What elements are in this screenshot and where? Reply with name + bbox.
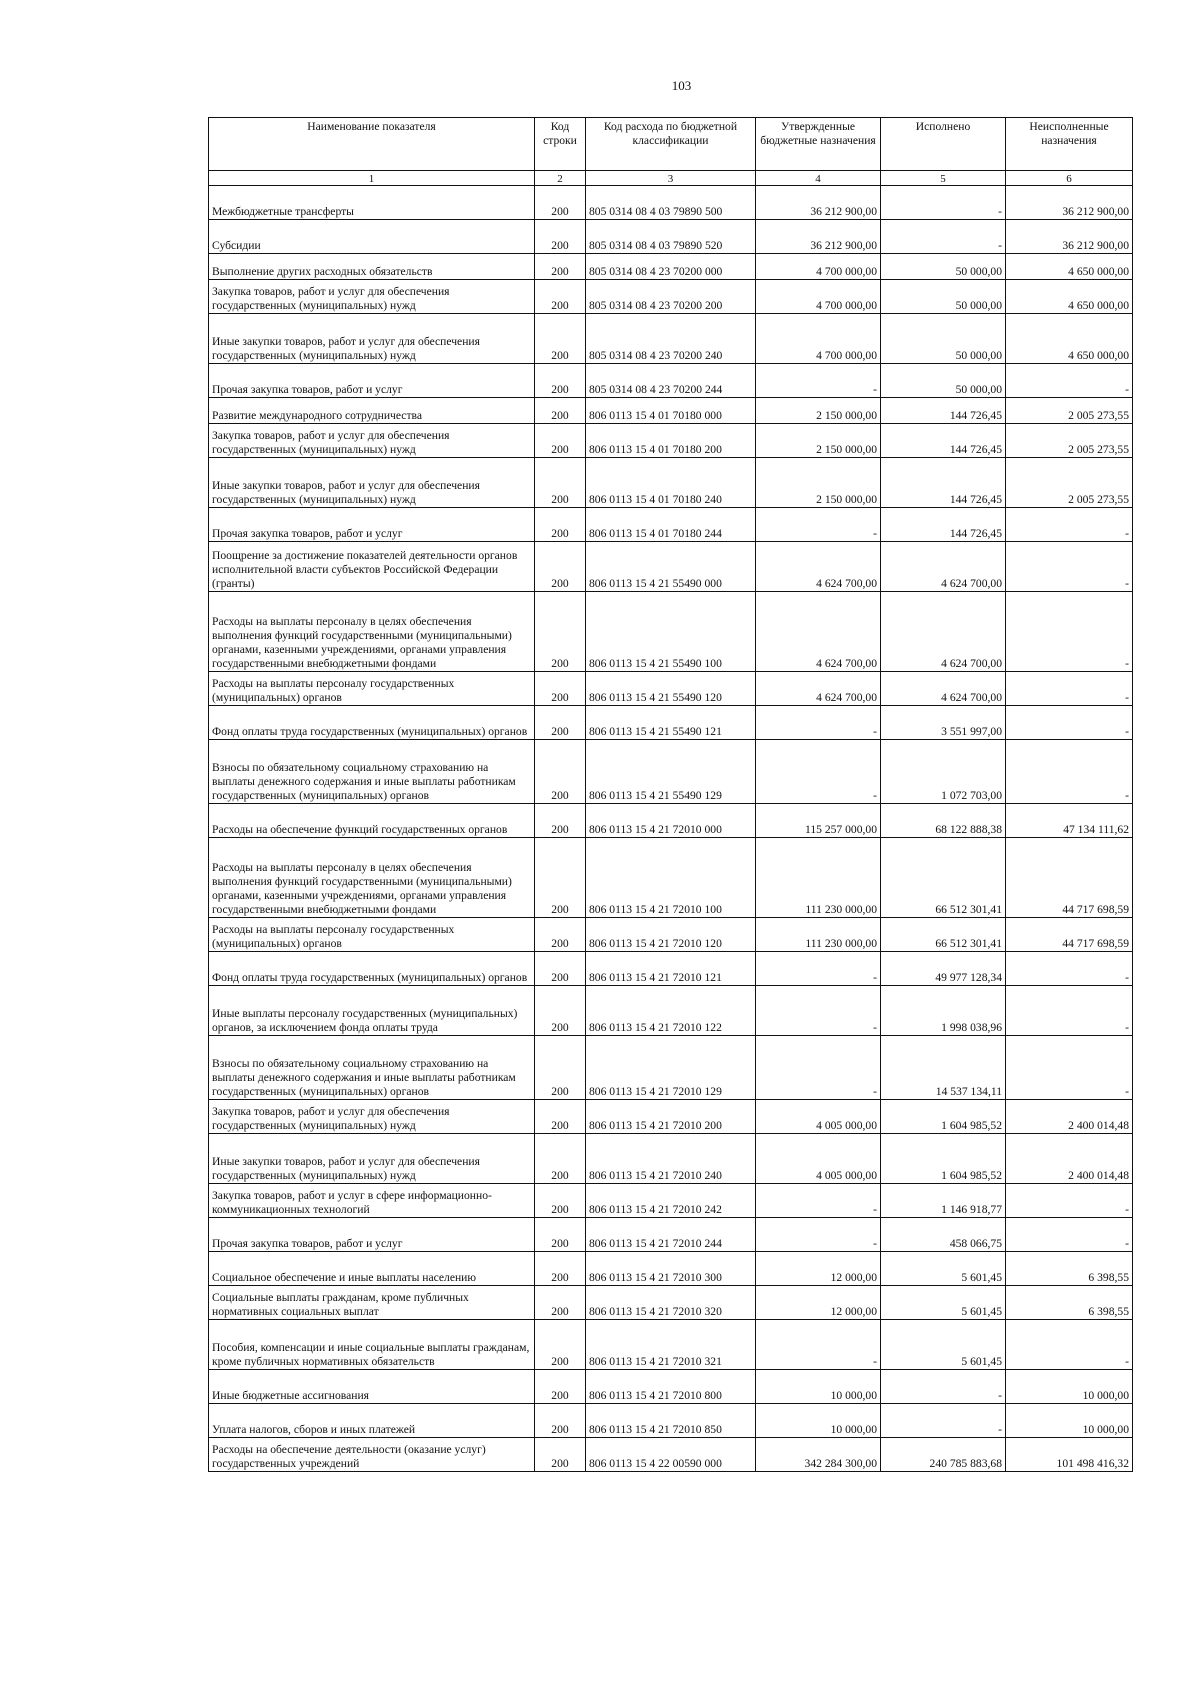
line-code-cell: 200 [535, 398, 586, 424]
budget-code-cell: 806 0113 15 4 21 72010 129 [586, 1036, 756, 1100]
unexecuted-amount-cell: - [1006, 952, 1133, 986]
line-code-cell: 200 [535, 542, 586, 592]
unexecuted-amount-cell: - [1006, 1036, 1133, 1100]
indicator-name-cell: Выполнение других расходных обязательств [209, 254, 535, 280]
line-code-cell: 200 [535, 592, 586, 672]
budget-code-cell: 806 0113 15 4 21 72010 100 [586, 838, 756, 918]
executed-amount-cell: 1 072 703,00 [881, 740, 1006, 804]
indicator-name-cell: Закупка товаров, работ и услуг для обеспечения государственных (муниципальных) нужд [209, 424, 535, 458]
unexecuted-amount-cell: - [1006, 1320, 1133, 1370]
line-code-cell: 200 [535, 254, 586, 280]
budget-code-cell: 806 0113 15 4 21 72010 122 [586, 986, 756, 1036]
budget-code-cell: 806 0113 15 4 21 72010 240 [586, 1134, 756, 1184]
indicator-name-cell: Закупка товаров, работ и услуг для обеспечения государственных (муниципальных) нужд [209, 1100, 535, 1134]
approved-amount-cell: 12 000,00 [756, 1252, 881, 1286]
indicator-name-cell: Закупка товаров, работ и услуг для обеспечения государственных (муниципальных) нужд [209, 280, 535, 314]
budget-code-cell: 806 0113 15 4 01 70180 240 [586, 458, 756, 508]
line-code-cell: 200 [535, 220, 586, 254]
budget-code-cell: 806 0113 15 4 21 72010 244 [586, 1218, 756, 1252]
approved-amount-cell: - [756, 364, 881, 398]
unexecuted-amount-cell: 36 212 900,00 [1006, 186, 1133, 220]
approved-amount-cell: 342 284 300,00 [756, 1438, 881, 1472]
approved-amount-cell: - [756, 952, 881, 986]
executed-amount-cell: 5 601,45 [881, 1252, 1006, 1286]
indicator-name-cell: Субсидии [209, 220, 535, 254]
approved-amount-cell: 36 212 900,00 [756, 220, 881, 254]
table-row [209, 364, 1133, 398]
budget-code-cell: 806 0113 15 4 21 72010 120 [586, 918, 756, 952]
line-code-cell: 200 [535, 1218, 586, 1252]
budget-execution-table [208, 117, 1133, 1472]
table-row [209, 1036, 1133, 1100]
line-code-cell: 200 [535, 314, 586, 364]
line-code-cell: 200 [535, 508, 586, 542]
indicator-name-cell: Расходы на выплаты персоналу государственных (муниципальных) органов [209, 918, 535, 952]
column-number: 2 [535, 171, 586, 186]
line-code-cell: 200 [535, 1320, 586, 1370]
executed-amount-cell: 4 624 700,00 [881, 542, 1006, 592]
header-unexecuted: Неисполненные назначения [1006, 118, 1133, 171]
budget-code-cell: 805 0314 08 4 23 70200 244 [586, 364, 756, 398]
table-row [209, 254, 1133, 280]
executed-amount-cell: 50 000,00 [881, 364, 1006, 398]
budget-code-cell: 806 0113 15 4 21 72010 320 [586, 1286, 756, 1320]
budget-code-cell: 806 0113 15 4 21 55490 000 [586, 542, 756, 592]
header-indicator-name: Наименование показателя [209, 118, 535, 171]
approved-amount-cell: 4 624 700,00 [756, 592, 881, 672]
table-row [209, 220, 1133, 254]
table-row [209, 1370, 1133, 1404]
executed-amount-cell: 49 977 128,34 [881, 952, 1006, 986]
executed-amount-cell: 66 512 301,41 [881, 918, 1006, 952]
table-row [209, 542, 1133, 592]
approved-amount-cell: - [756, 740, 881, 804]
budget-code-cell: 806 0113 15 4 21 72010 121 [586, 952, 756, 986]
indicator-name-cell: Закупка товаров, работ и услуг в сфере информационно-коммуникационных технологий [209, 1184, 535, 1218]
table-row [209, 186, 1133, 220]
indicator-name-cell: Социальное обеспечение и иные выплаты населению [209, 1252, 535, 1286]
column-number: 6 [1006, 171, 1133, 186]
executed-amount-cell: 458 066,75 [881, 1218, 1006, 1252]
line-code-cell: 200 [535, 424, 586, 458]
unexecuted-amount-cell: 36 212 900,00 [1006, 220, 1133, 254]
executed-amount-cell: 144 726,45 [881, 508, 1006, 542]
table-row [209, 1438, 1133, 1472]
table-row [209, 1134, 1133, 1184]
unexecuted-amount-cell: 10 000,00 [1006, 1404, 1133, 1438]
header-line-code: Код строки [535, 118, 586, 171]
header-approved: Утвержденные бюджетные назначения [756, 118, 881, 171]
executed-amount-cell: 240 785 883,68 [881, 1438, 1006, 1472]
line-code-cell: 200 [535, 804, 586, 838]
table-row [209, 1320, 1133, 1370]
executed-amount-cell: 5 601,45 [881, 1286, 1006, 1320]
line-code-cell: 200 [535, 1286, 586, 1320]
line-code-cell: 200 [535, 186, 586, 220]
executed-amount-cell: 50 000,00 [881, 280, 1006, 314]
executed-amount-cell: - [881, 220, 1006, 254]
table-row [209, 1218, 1133, 1252]
approved-amount-cell: 36 212 900,00 [756, 186, 881, 220]
executed-amount-cell: 144 726,45 [881, 424, 1006, 458]
unexecuted-amount-cell: - [1006, 740, 1133, 804]
line-code-cell: 200 [535, 986, 586, 1036]
approved-amount-cell: 10 000,00 [756, 1404, 881, 1438]
executed-amount-cell: 50 000,00 [881, 254, 1006, 280]
table-row [209, 458, 1133, 508]
indicator-name-cell: Прочая закупка товаров, работ и услуг [209, 364, 535, 398]
indicator-name-cell: Взносы по обязательному социальному страхованию на выплаты денежного содержания и иные выплаты работникам государственных (муниципальных) органов [209, 1036, 535, 1100]
unexecuted-amount-cell: - [1006, 986, 1133, 1036]
page-number: 103 [671, 78, 692, 93]
indicator-name-cell: Иные выплаты персоналу государственных (муниципальных) органов, за исключением фонда оплаты труда [209, 986, 535, 1036]
line-code-cell: 200 [535, 952, 586, 986]
unexecuted-amount-cell: 2 005 273,55 [1006, 424, 1133, 458]
indicator-name-cell: Развитие международного сотрудничества [209, 398, 535, 424]
unexecuted-amount-cell: - [1006, 672, 1133, 706]
indicator-name-cell: Поощрение за достижение показателей деятельности органов исполнительной власти субъектов Российской Федерации (гранты) [209, 542, 535, 592]
executed-amount-cell: - [881, 1370, 1006, 1404]
budget-code-cell: 806 0113 15 4 01 70180 200 [586, 424, 756, 458]
executed-amount-cell: 50 000,00 [881, 314, 1006, 364]
table-row [209, 1100, 1133, 1134]
unexecuted-amount-cell: 4 650 000,00 [1006, 254, 1133, 280]
line-code-cell: 200 [535, 706, 586, 740]
table-row [209, 508, 1133, 542]
table-row [209, 1286, 1133, 1320]
indicator-name-cell: Иные закупки товаров, работ и услуг для обеспечения государственных (муниципальных) нужд [209, 314, 535, 364]
table-row [209, 672, 1133, 706]
unexecuted-amount-cell: - [1006, 364, 1133, 398]
indicator-name-cell: Взносы по обязательному социальному страхованию на выплаты денежного содержания и иные выплаты работникам государственных (муниципальных) органов [209, 740, 535, 804]
line-code-cell: 200 [535, 1438, 586, 1472]
budget-code-cell: 806 0113 15 4 21 72010 200 [586, 1100, 756, 1134]
indicator-name-cell: Межбюджетные трансферты [209, 186, 535, 220]
table-header-row [209, 118, 1133, 171]
unexecuted-amount-cell: 6 398,55 [1006, 1286, 1133, 1320]
line-code-cell: 200 [535, 1404, 586, 1438]
unexecuted-amount-cell: - [1006, 1184, 1133, 1218]
approved-amount-cell: 12 000,00 [756, 1286, 881, 1320]
executed-amount-cell: 144 726,45 [881, 458, 1006, 508]
table-row [209, 706, 1133, 740]
executed-amount-cell: - [881, 1404, 1006, 1438]
indicator-name-cell: Расходы на выплаты персоналу в целях обеспечения выполнения функций государственными (муниципальными) органами, казенными учреждениями, органами управления государственными внебюджетными фондами [209, 838, 535, 918]
budget-code-cell: 805 0314 08 4 03 79890 500 [586, 186, 756, 220]
budget-code-cell: 806 0113 15 4 21 55490 129 [586, 740, 756, 804]
indicator-name-cell: Расходы на обеспечение функций государственных органов [209, 804, 535, 838]
approved-amount-cell: 115 257 000,00 [756, 804, 881, 838]
line-code-cell: 200 [535, 672, 586, 706]
approved-amount-cell: 2 150 000,00 [756, 398, 881, 424]
unexecuted-amount-cell: - [1006, 706, 1133, 740]
unexecuted-amount-cell: 2 005 273,55 [1006, 458, 1133, 508]
indicator-name-cell: Расходы на обеспечение деятельности (оказание услуг) государственных учреждений [209, 1438, 535, 1472]
indicator-name-cell: Иные бюджетные ассигнования [209, 1370, 535, 1404]
budget-code-cell: 805 0314 08 4 23 70200 200 [586, 280, 756, 314]
budget-code-cell: 806 0113 15 4 21 55490 121 [586, 706, 756, 740]
unexecuted-amount-cell: 47 134 111,62 [1006, 804, 1133, 838]
approved-amount-cell: 4 700 000,00 [756, 280, 881, 314]
table-row [209, 1184, 1133, 1218]
unexecuted-amount-cell: 2 400 014,48 [1006, 1100, 1133, 1134]
approved-amount-cell: 2 150 000,00 [756, 424, 881, 458]
budget-code-cell: 805 0314 08 4 23 70200 000 [586, 254, 756, 280]
unexecuted-amount-cell: - [1006, 1218, 1133, 1252]
indicator-name-cell: Фонд оплаты труда государственных (муниципальных) органов [209, 706, 535, 740]
executed-amount-cell: 14 537 134,11 [881, 1036, 1006, 1100]
indicator-name-cell: Иные закупки товаров, работ и услуг для обеспечения государственных (муниципальных) нужд [209, 1134, 535, 1184]
indicator-name-cell: Расходы на выплаты персоналу в целях обеспечения выполнения функций государственными (муниципальными) органами, казенными учреждениями, органами управления государственными внебюджетными фондами [209, 592, 535, 672]
budget-code-cell: 806 0113 15 4 21 72010 321 [586, 1320, 756, 1370]
executed-amount-cell: 1 604 985,52 [881, 1134, 1006, 1184]
budget-code-cell: 806 0113 15 4 21 72010 300 [586, 1252, 756, 1286]
table-row [209, 952, 1133, 986]
approved-amount-cell: 4 624 700,00 [756, 672, 881, 706]
executed-amount-cell: 1 604 985,52 [881, 1100, 1006, 1134]
indicator-name-cell: Прочая закупка товаров, работ и услуг [209, 1218, 535, 1252]
line-code-cell: 200 [535, 1134, 586, 1184]
unexecuted-amount-cell: 10 000,00 [1006, 1370, 1133, 1404]
approved-amount-cell: 4 700 000,00 [756, 314, 881, 364]
line-code-cell: 200 [535, 838, 586, 918]
budget-code-cell: 805 0314 08 4 03 79890 520 [586, 220, 756, 254]
table-row [209, 592, 1133, 672]
budget-code-cell: 806 0113 15 4 21 72010 000 [586, 804, 756, 838]
line-code-cell: 200 [535, 1252, 586, 1286]
unexecuted-amount-cell: - [1006, 592, 1133, 672]
approved-amount-cell: 4 624 700,00 [756, 542, 881, 592]
executed-amount-cell: 66 512 301,41 [881, 838, 1006, 918]
indicator-name-cell: Прочая закупка товаров, работ и услуг [209, 508, 535, 542]
unexecuted-amount-cell: - [1006, 542, 1133, 592]
approved-amount-cell: 10 000,00 [756, 1370, 881, 1404]
unexecuted-amount-cell: 44 717 698,59 [1006, 838, 1133, 918]
budget-code-cell: 805 0314 08 4 23 70200 240 [586, 314, 756, 364]
table-row [209, 398, 1133, 424]
indicator-name-cell: Расходы на выплаты персоналу государственных (муниципальных) органов [209, 672, 535, 706]
unexecuted-amount-cell: - [1006, 508, 1133, 542]
table-row [209, 424, 1133, 458]
table-body [209, 186, 1133, 1472]
budget-code-cell: 806 0113 15 4 01 70180 000 [586, 398, 756, 424]
unexecuted-amount-cell: 4 650 000,00 [1006, 314, 1133, 364]
approved-amount-cell: 111 230 000,00 [756, 838, 881, 918]
line-code-cell: 200 [535, 458, 586, 508]
indicator-name-cell: Фонд оплаты труда государственных (муниципальных) органов [209, 952, 535, 986]
approved-amount-cell: 4 700 000,00 [756, 254, 881, 280]
budget-code-cell: 806 0113 15 4 21 55490 120 [586, 672, 756, 706]
line-code-cell: 200 [535, 1036, 586, 1100]
executed-amount-cell: 68 122 888,38 [881, 804, 1006, 838]
unexecuted-amount-cell: 6 398,55 [1006, 1252, 1133, 1286]
unexecuted-amount-cell: 4 650 000,00 [1006, 280, 1133, 314]
executed-amount-cell: 5 601,45 [881, 1320, 1006, 1370]
executed-amount-cell: - [881, 186, 1006, 220]
line-code-cell: 200 [535, 364, 586, 398]
indicator-name-cell: Социальные выплаты гражданам, кроме публичных нормативных социальных выплат [209, 1286, 535, 1320]
executed-amount-cell: 4 624 700,00 [881, 592, 1006, 672]
indicator-name-cell: Пособия, компенсации и иные социальные выплаты гражданам, кроме публичных нормативных обязательств [209, 1320, 535, 1370]
executed-amount-cell: 144 726,45 [881, 398, 1006, 424]
column-number: 3 [586, 171, 756, 186]
budget-code-cell: 806 0113 15 4 01 70180 244 [586, 508, 756, 542]
approved-amount-cell: - [756, 986, 881, 1036]
approved-amount-cell: - [756, 706, 881, 740]
indicator-name-cell: Уплата налогов, сборов и иных платежей [209, 1404, 535, 1438]
column-number: 4 [756, 171, 881, 186]
column-number: 1 [209, 171, 535, 186]
header-executed: Исполнено [881, 118, 1006, 171]
header-budget-code: Код расхода по бюджетной классификации [586, 118, 756, 171]
approved-amount-cell: - [756, 1184, 881, 1218]
unexecuted-amount-cell: 44 717 698,59 [1006, 918, 1133, 952]
line-code-cell: 200 [535, 1184, 586, 1218]
indicator-name-cell: Иные закупки товаров, работ и услуг для обеспечения государственных (муниципальных) нужд [209, 458, 535, 508]
table-row [209, 740, 1133, 804]
approved-amount-cell: - [756, 1218, 881, 1252]
table-row [209, 838, 1133, 918]
executed-amount-cell: 4 624 700,00 [881, 672, 1006, 706]
table-row [209, 804, 1133, 838]
column-number: 5 [881, 171, 1006, 186]
table-row [209, 918, 1133, 952]
line-code-cell: 200 [535, 740, 586, 804]
executed-amount-cell: 1 998 038,96 [881, 986, 1006, 1036]
unexecuted-amount-cell: 2 005 273,55 [1006, 398, 1133, 424]
approved-amount-cell: 111 230 000,00 [756, 918, 881, 952]
approved-amount-cell: - [756, 1320, 881, 1370]
approved-amount-cell: 2 150 000,00 [756, 458, 881, 508]
budget-code-cell: 806 0113 15 4 21 72010 242 [586, 1184, 756, 1218]
table-row [209, 1404, 1133, 1438]
executed-amount-cell: 3 551 997,00 [881, 706, 1006, 740]
table-row [209, 986, 1133, 1036]
line-code-cell: 200 [535, 1100, 586, 1134]
approved-amount-cell: 4 005 000,00 [756, 1100, 881, 1134]
approved-amount-cell: - [756, 1036, 881, 1100]
line-code-cell: 200 [535, 1370, 586, 1404]
budget-code-cell: 806 0113 15 4 21 55490 100 [586, 592, 756, 672]
approved-amount-cell: - [756, 508, 881, 542]
table-row [209, 314, 1133, 364]
table-row [209, 1252, 1133, 1286]
executed-amount-cell: 1 146 918,77 [881, 1184, 1006, 1218]
unexecuted-amount-cell: 2 400 014,48 [1006, 1134, 1133, 1184]
budget-code-cell: 806 0113 15 4 21 72010 800 [586, 1370, 756, 1404]
column-number-row [209, 171, 1133, 186]
line-code-cell: 200 [535, 280, 586, 314]
budget-code-cell: 806 0113 15 4 22 00590 000 [586, 1438, 756, 1472]
unexecuted-amount-cell: 101 498 416,32 [1006, 1438, 1133, 1472]
line-code-cell: 200 [535, 918, 586, 952]
budget-code-cell: 806 0113 15 4 21 72010 850 [586, 1404, 756, 1438]
approved-amount-cell: 4 005 000,00 [756, 1134, 881, 1184]
table-row [209, 280, 1133, 314]
